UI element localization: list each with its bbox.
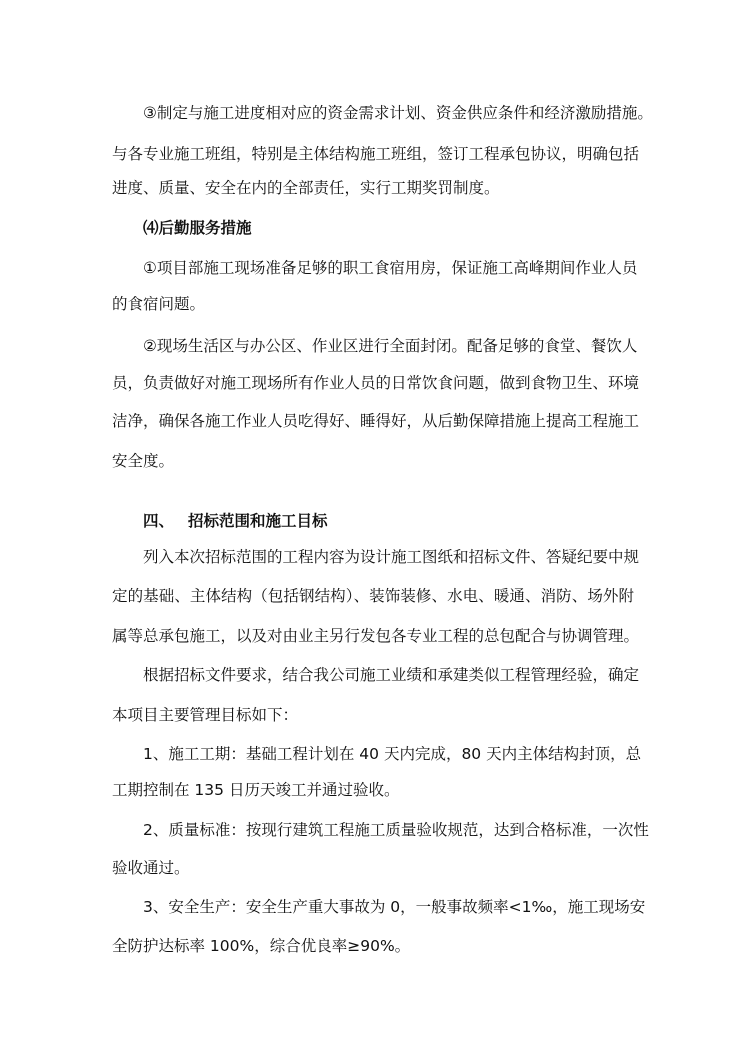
- text-line: 全防护达标率 100%，综合优良率≥90%。: [112, 937, 411, 955]
- text-line: 洁净，确保各施工作业人员吃得好、睡得好，从后勤保障措施上提高工程施工: [112, 412, 640, 430]
- text-line: 列入本次招标范围的工程内容为设计施工图纸和招标文件、答疑纪要中规: [143, 548, 640, 566]
- text-line: 安全度。: [112, 452, 175, 470]
- text-line: 的食宿问题。: [112, 295, 206, 313]
- text-line: 属等总承包施工，以及对由业主另行发包各专业工程的总包配合与协调管理。: [112, 627, 640, 645]
- text-line: ①项目部施工现场准备足够的职工食宿用房，保证施工高峰期间作业人员: [143, 259, 638, 277]
- text-line: 3、安全生产：安全生产重大事故为 0，一般事故频率<1‰，施工现场安: [143, 898, 646, 916]
- section-title: 招标范围和施工目标: [188, 512, 328, 530]
- text-line: 与各专业施工班组，特别是主体结构施工班组，签订工程承包协议，明确包括: [112, 145, 640, 163]
- text-line: 员，负责做好对施工现场所有作业人员的日常饮食问题，做到食物卫生、环境: [112, 374, 640, 392]
- text-line: 根据招标文件要求，结合我公司施工业绩和承建类似工程管理经验，确定: [143, 666, 640, 684]
- text-line: 2、质量标准：按现行建筑工程施工质量验收规范，达到合格标准，一次性: [143, 821, 649, 839]
- section-number: 四、: [143, 512, 175, 530]
- text-line: 工期控制在 135 日历天竣工并通过验收。: [112, 781, 400, 799]
- text-line: 进度、质量、安全在内的全部责任，实行工期奖罚制度。: [112, 179, 500, 197]
- text-line: 定的基础、主体结构（包括钢结构）、装饰装修、水电、暖通、消防、场外附: [112, 587, 634, 605]
- text-line: 本项目主要管理目标如下：: [112, 706, 299, 724]
- text-line: 1、施工工期：基础工程计划在 40 天内完成，80 天内主体结构封顶，总: [143, 745, 642, 763]
- text-line: ③制定与施工进度相对应的资金需求计划、资金供应条件和经济激励措施。: [143, 104, 653, 122]
- subheading-logistics: ⑷后勤服务措施: [143, 219, 252, 237]
- text-line: ②现场生活区与办公区、作业区进行全面封闭。配备足够的食堂、餐饮人: [143, 337, 638, 355]
- text-line: 验收通过。: [112, 859, 190, 877]
